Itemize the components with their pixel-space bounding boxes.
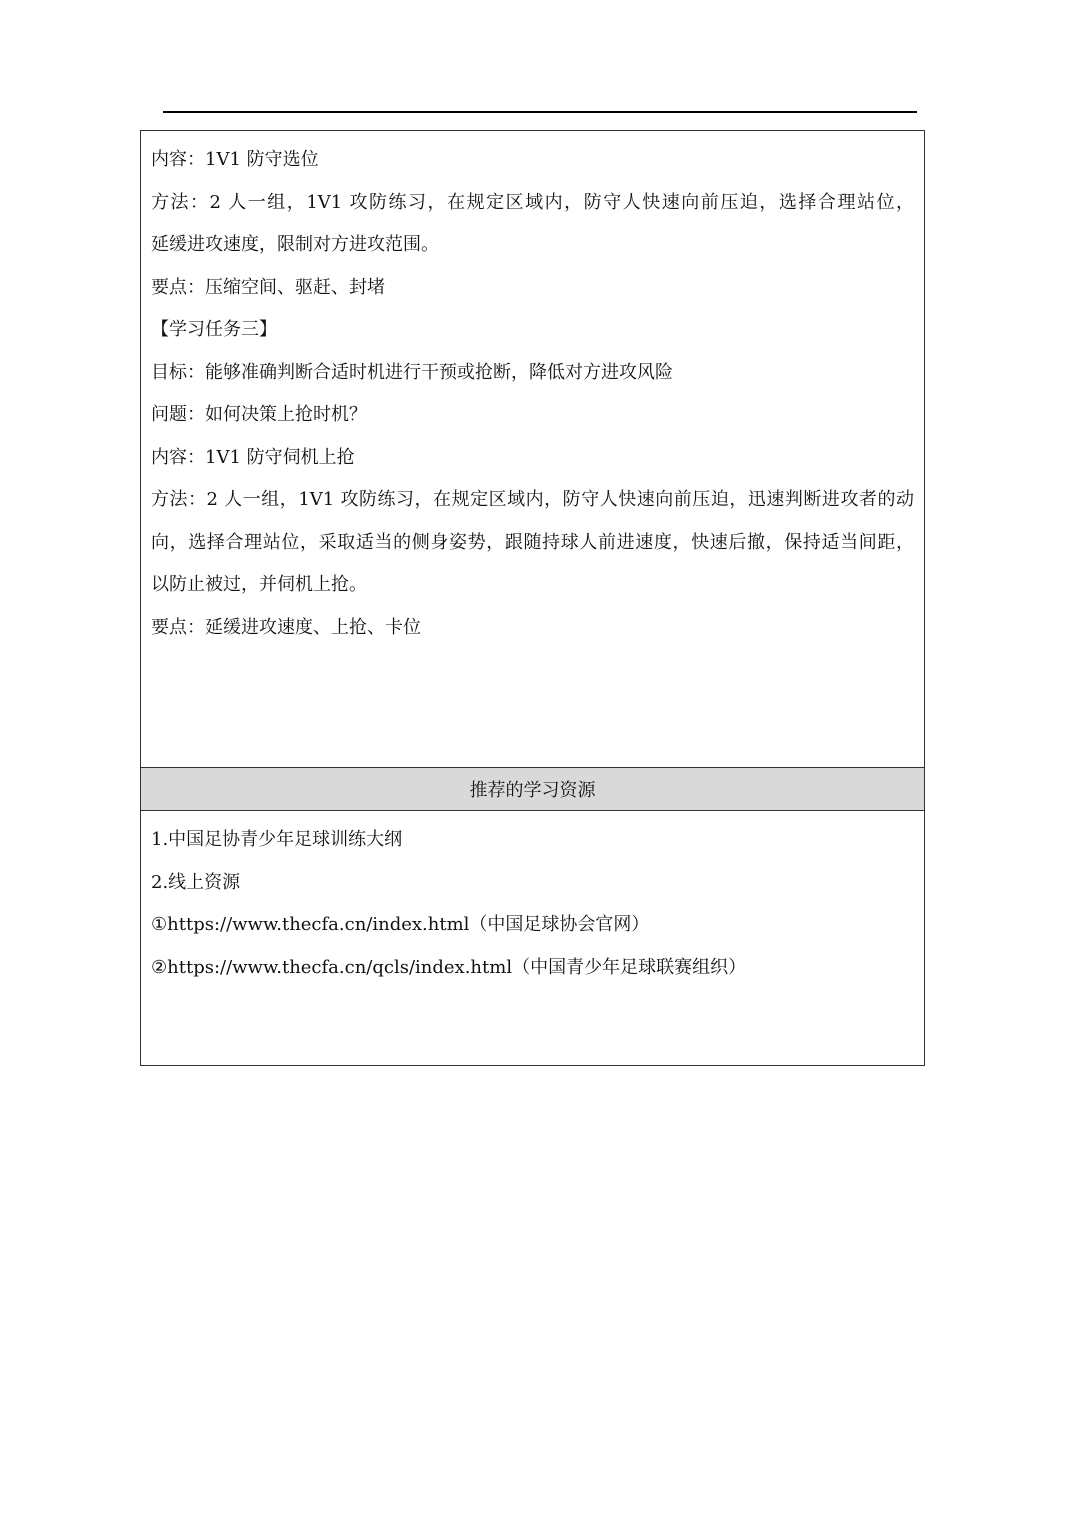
content-line-9: 方法：2 人一组，1V1 攻防练习，在规定区域内，防守人快速向前压迫，迅速判断进攻者的动 xyxy=(151,489,914,510)
resources-header-label: 推荐的学习资源 xyxy=(469,780,596,801)
content-line-10: 向，选择合理站位，采取适当的侧身姿势，跟随持球人前进速度，快速后撤，保持适当间距， xyxy=(151,531,914,553)
resource-link-qcls: ②https://www.thecfa.cn/qcls/index.html（中国青少年足球联赛组织） xyxy=(151,956,747,978)
resource-line-1: 1.中国足协青少年足球训练大纲 xyxy=(151,829,403,850)
resources-header xyxy=(141,768,924,811)
resource-line-2: 2.线上资源 xyxy=(151,871,241,893)
content-line-11: 以防止被过，并伺机上抢。 xyxy=(151,574,367,595)
content-cell xyxy=(141,131,924,768)
task-heading: 【学习任务三】 xyxy=(151,319,277,340)
content-line-6: 目标：能够准确判断合适时机进行干预或抢断，降低对方进攻风险 xyxy=(151,361,673,383)
resources-cell xyxy=(141,811,924,1065)
content-line-3: 延缓进攻速度，限制对方进攻范围。 xyxy=(151,234,439,255)
content-line-1: 内容：1V1 防守选位 xyxy=(151,149,319,170)
lesson-table xyxy=(140,130,925,1066)
resource-link-cfa: ①https://www.thecfa.cn/index.html（中国足球协会官网） xyxy=(151,914,650,935)
content-line-7: 问题：如何决策上抢时机？ xyxy=(151,404,367,425)
header-rule xyxy=(163,111,917,113)
content-line-8: 内容：1V1 防守伺机上抢 xyxy=(151,446,355,468)
content-line-2: 方法：2 人一组，1V1 攻防练习，在规定区域内，防守人快速向前压迫，选择合理站位， xyxy=(151,191,914,213)
content-line-4: 要点：压缩空间、驱赶、封堵 xyxy=(151,276,385,298)
content-line-12: 要点：延缓进攻速度、上抢、卡位 xyxy=(151,616,421,638)
